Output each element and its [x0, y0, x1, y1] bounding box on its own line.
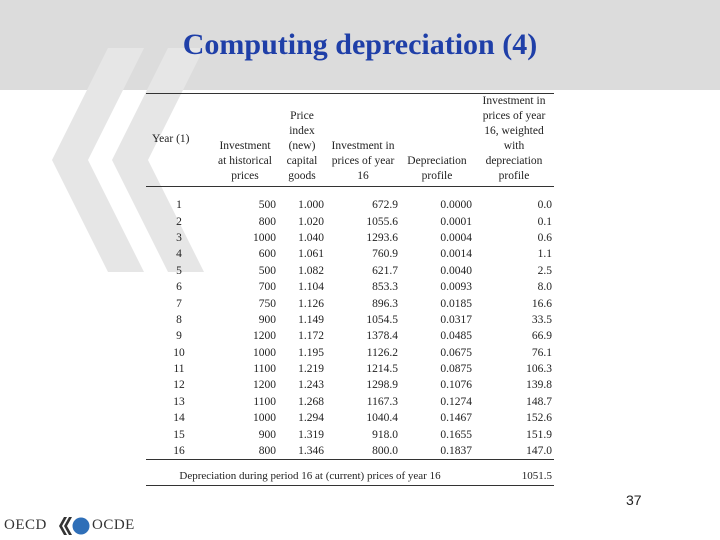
table-row: [146, 394, 554, 410]
cell-historical: 1000: [253, 231, 276, 244]
logo-text-ocde: OCDE: [92, 517, 135, 533]
cell-historical: 900: [258, 428, 276, 441]
table-row: [146, 328, 554, 344]
cell-investment-year16: 621.7: [372, 264, 398, 277]
cell-price-index: 1.040: [298, 231, 324, 244]
table-row: [146, 345, 554, 361]
slide-title: Computing depreciation (4): [182, 28, 538, 61]
table-row: [146, 426, 554, 442]
cell-investment-year16: 1167.3: [366, 395, 398, 408]
cell-year: 12: [173, 379, 185, 392]
table-row: [146, 361, 554, 377]
table-row: [146, 279, 554, 295]
column-header-weighted: Investment in prices of year 16, weighted with depreciation profile: [474, 94, 554, 187]
cell-price-index: 1.294: [298, 412, 324, 425]
cell-investment-year16: 853.3: [372, 281, 398, 294]
oecd-logo: [0, 512, 140, 540]
column-header-depreciation-profile: Depreciation profile: [400, 94, 474, 187]
cell-depreciation-profile: 0.0040: [440, 264, 472, 277]
cell-investment-year16: 1055.6: [366, 215, 398, 228]
cell-price-index: 1.020: [298, 215, 324, 228]
cell-year: 14: [173, 412, 185, 425]
cell-depreciation-profile: 0.0000: [440, 199, 472, 212]
cell-weighted: 148.7: [526, 395, 552, 408]
cell-investment-year16: 1378.4: [366, 330, 398, 343]
column-header-price-index: Price index (new) capital goods: [278, 94, 326, 187]
cell-investment-year16: 1040.4: [366, 412, 398, 425]
cell-weighted: 1.1: [537, 248, 552, 261]
cell-weighted: 0.6: [537, 231, 552, 244]
cell-year: 5: [176, 264, 182, 277]
cell-historical: 1100: [253, 363, 276, 376]
cell-investment-year16: 896.3: [372, 297, 398, 310]
cell-year: 8: [176, 313, 182, 326]
cell-weighted: 151.9: [526, 428, 552, 441]
cell-weighted: 147.0: [474, 443, 554, 460]
cell-historical: 1200: [253, 379, 276, 392]
cell-weighted: 33.5: [531, 313, 552, 326]
depreciation-table-container: [146, 93, 554, 486]
cell-historical: 700: [258, 281, 276, 294]
table-body: [146, 187, 554, 486]
table-row: [146, 312, 554, 328]
cell-weighted: 152.6: [526, 412, 552, 425]
cell-historical: 600: [258, 248, 276, 261]
cell-year: 15: [173, 428, 185, 441]
table-row: [146, 443, 554, 460]
cell-investment-year16: 1126.2: [366, 346, 398, 359]
cell-price-index: 1.346: [278, 443, 326, 460]
cell-depreciation-profile: 0.0093: [440, 281, 472, 294]
column-header-historical: Investment at historical prices: [212, 94, 278, 187]
cell-investment-year16: 1298.9: [366, 379, 398, 392]
table-row: [146, 187, 554, 214]
logo-text-oecd: OECD: [4, 517, 47, 533]
cell-depreciation-profile: 0.1837: [400, 443, 474, 460]
cell-year: 2: [176, 215, 182, 228]
cell-weighted: 66.9: [531, 330, 552, 343]
cell-investment-year16: 1054.5: [366, 313, 398, 326]
cell-depreciation-profile: 0.0485: [440, 330, 472, 343]
cell-price-index: 1.061: [298, 248, 324, 261]
table-row: [146, 377, 554, 393]
cell-investment-year16: 918.0: [372, 428, 398, 441]
cell-price-index: 1.268: [298, 395, 324, 408]
cell-weighted: 2.5: [537, 264, 552, 277]
cell-weighted: 139.8: [526, 379, 552, 392]
cell-price-index: 1.219: [298, 363, 324, 376]
cell-price-index: 1.319: [298, 428, 324, 441]
cell-historical: 750: [258, 297, 276, 310]
cell-year: 16: [146, 443, 212, 460]
cell-depreciation-profile: 0.0185: [440, 297, 472, 310]
cell-year: 6: [176, 281, 182, 294]
cell-depreciation-profile: 0.0001: [440, 215, 472, 228]
table-row: [146, 263, 554, 279]
cell-historical: 800: [212, 443, 278, 460]
cell-investment-year16: 1214.5: [366, 363, 398, 376]
cell-year: 3: [176, 231, 182, 244]
cell-year: 11: [173, 363, 185, 376]
cell-historical: 1100: [253, 395, 276, 408]
cell-depreciation-profile: 0.1274: [440, 395, 472, 408]
cell-depreciation-profile: 0.0014: [440, 248, 472, 261]
cell-investment-year16: 760.9: [372, 248, 398, 261]
cell-year: 1: [176, 199, 182, 212]
cell-historical: 900: [258, 313, 276, 326]
cell-year: 4: [176, 248, 182, 261]
cell-year: 13: [173, 395, 185, 408]
cell-year: 9: [176, 330, 182, 343]
cell-price-index: 1.195: [298, 346, 324, 359]
page-number: 37: [626, 492, 642, 508]
cell-year: 10: [173, 346, 185, 359]
cell-investment-year16: 1293.6: [366, 231, 398, 244]
cell-weighted: 0.0: [537, 199, 552, 212]
cell-depreciation-profile: 0.0317: [440, 313, 472, 326]
year-column-header: Year (1): [146, 94, 212, 187]
cell-price-index: 1.104: [298, 281, 324, 294]
cell-historical: 500: [258, 264, 276, 277]
cell-depreciation-profile: 0.1467: [440, 412, 472, 425]
footer-value: 1051.5: [474, 460, 554, 485]
column-header-investment-year16: Investment in prices of year 16: [326, 94, 400, 187]
cell-investment-year16: 672.9: [372, 199, 398, 212]
cell-historical: 1000: [253, 412, 276, 425]
cell-price-index: 1.000: [298, 199, 324, 212]
cell-historical: 1200: [253, 330, 276, 343]
cell-weighted: 0.1: [537, 215, 552, 228]
table-footer-row: [146, 460, 554, 485]
cell-depreciation-profile: 0.0004: [440, 231, 472, 244]
footer-label: Depreciation during period 16 at (current) prices of year 16: [146, 460, 474, 485]
cell-depreciation-profile: 0.0875: [440, 363, 472, 376]
depreciation-table: [146, 93, 554, 486]
cell-historical: 500: [258, 199, 276, 212]
table-row: [146, 295, 554, 311]
cell-weighted: 106.3: [526, 363, 552, 376]
oecd-globe-icon: [58, 515, 90, 537]
cell-investment-year16: 800.0: [326, 443, 400, 460]
cell-price-index: 1.082: [298, 264, 324, 277]
cell-depreciation-profile: 0.0675: [440, 346, 472, 359]
cell-price-index: 1.149: [298, 313, 324, 326]
cell-historical: 1000: [253, 346, 276, 359]
table-row: [146, 246, 554, 262]
cell-weighted: 8.0: [537, 281, 552, 294]
cell-historical: 800: [258, 215, 276, 228]
cell-depreciation-profile: 0.1076: [440, 379, 472, 392]
cell-depreciation-profile: 0.1655: [440, 428, 472, 441]
cell-year: 7: [176, 297, 182, 310]
cell-weighted: 16.6: [531, 297, 552, 310]
table-row: [146, 213, 554, 229]
table-row: [146, 410, 554, 426]
cell-price-index: 1.243: [298, 379, 324, 392]
cell-price-index: 1.172: [298, 330, 324, 343]
table-row: [146, 230, 554, 246]
cell-weighted: 76.1: [531, 346, 552, 359]
cell-price-index: 1.126: [298, 297, 324, 310]
